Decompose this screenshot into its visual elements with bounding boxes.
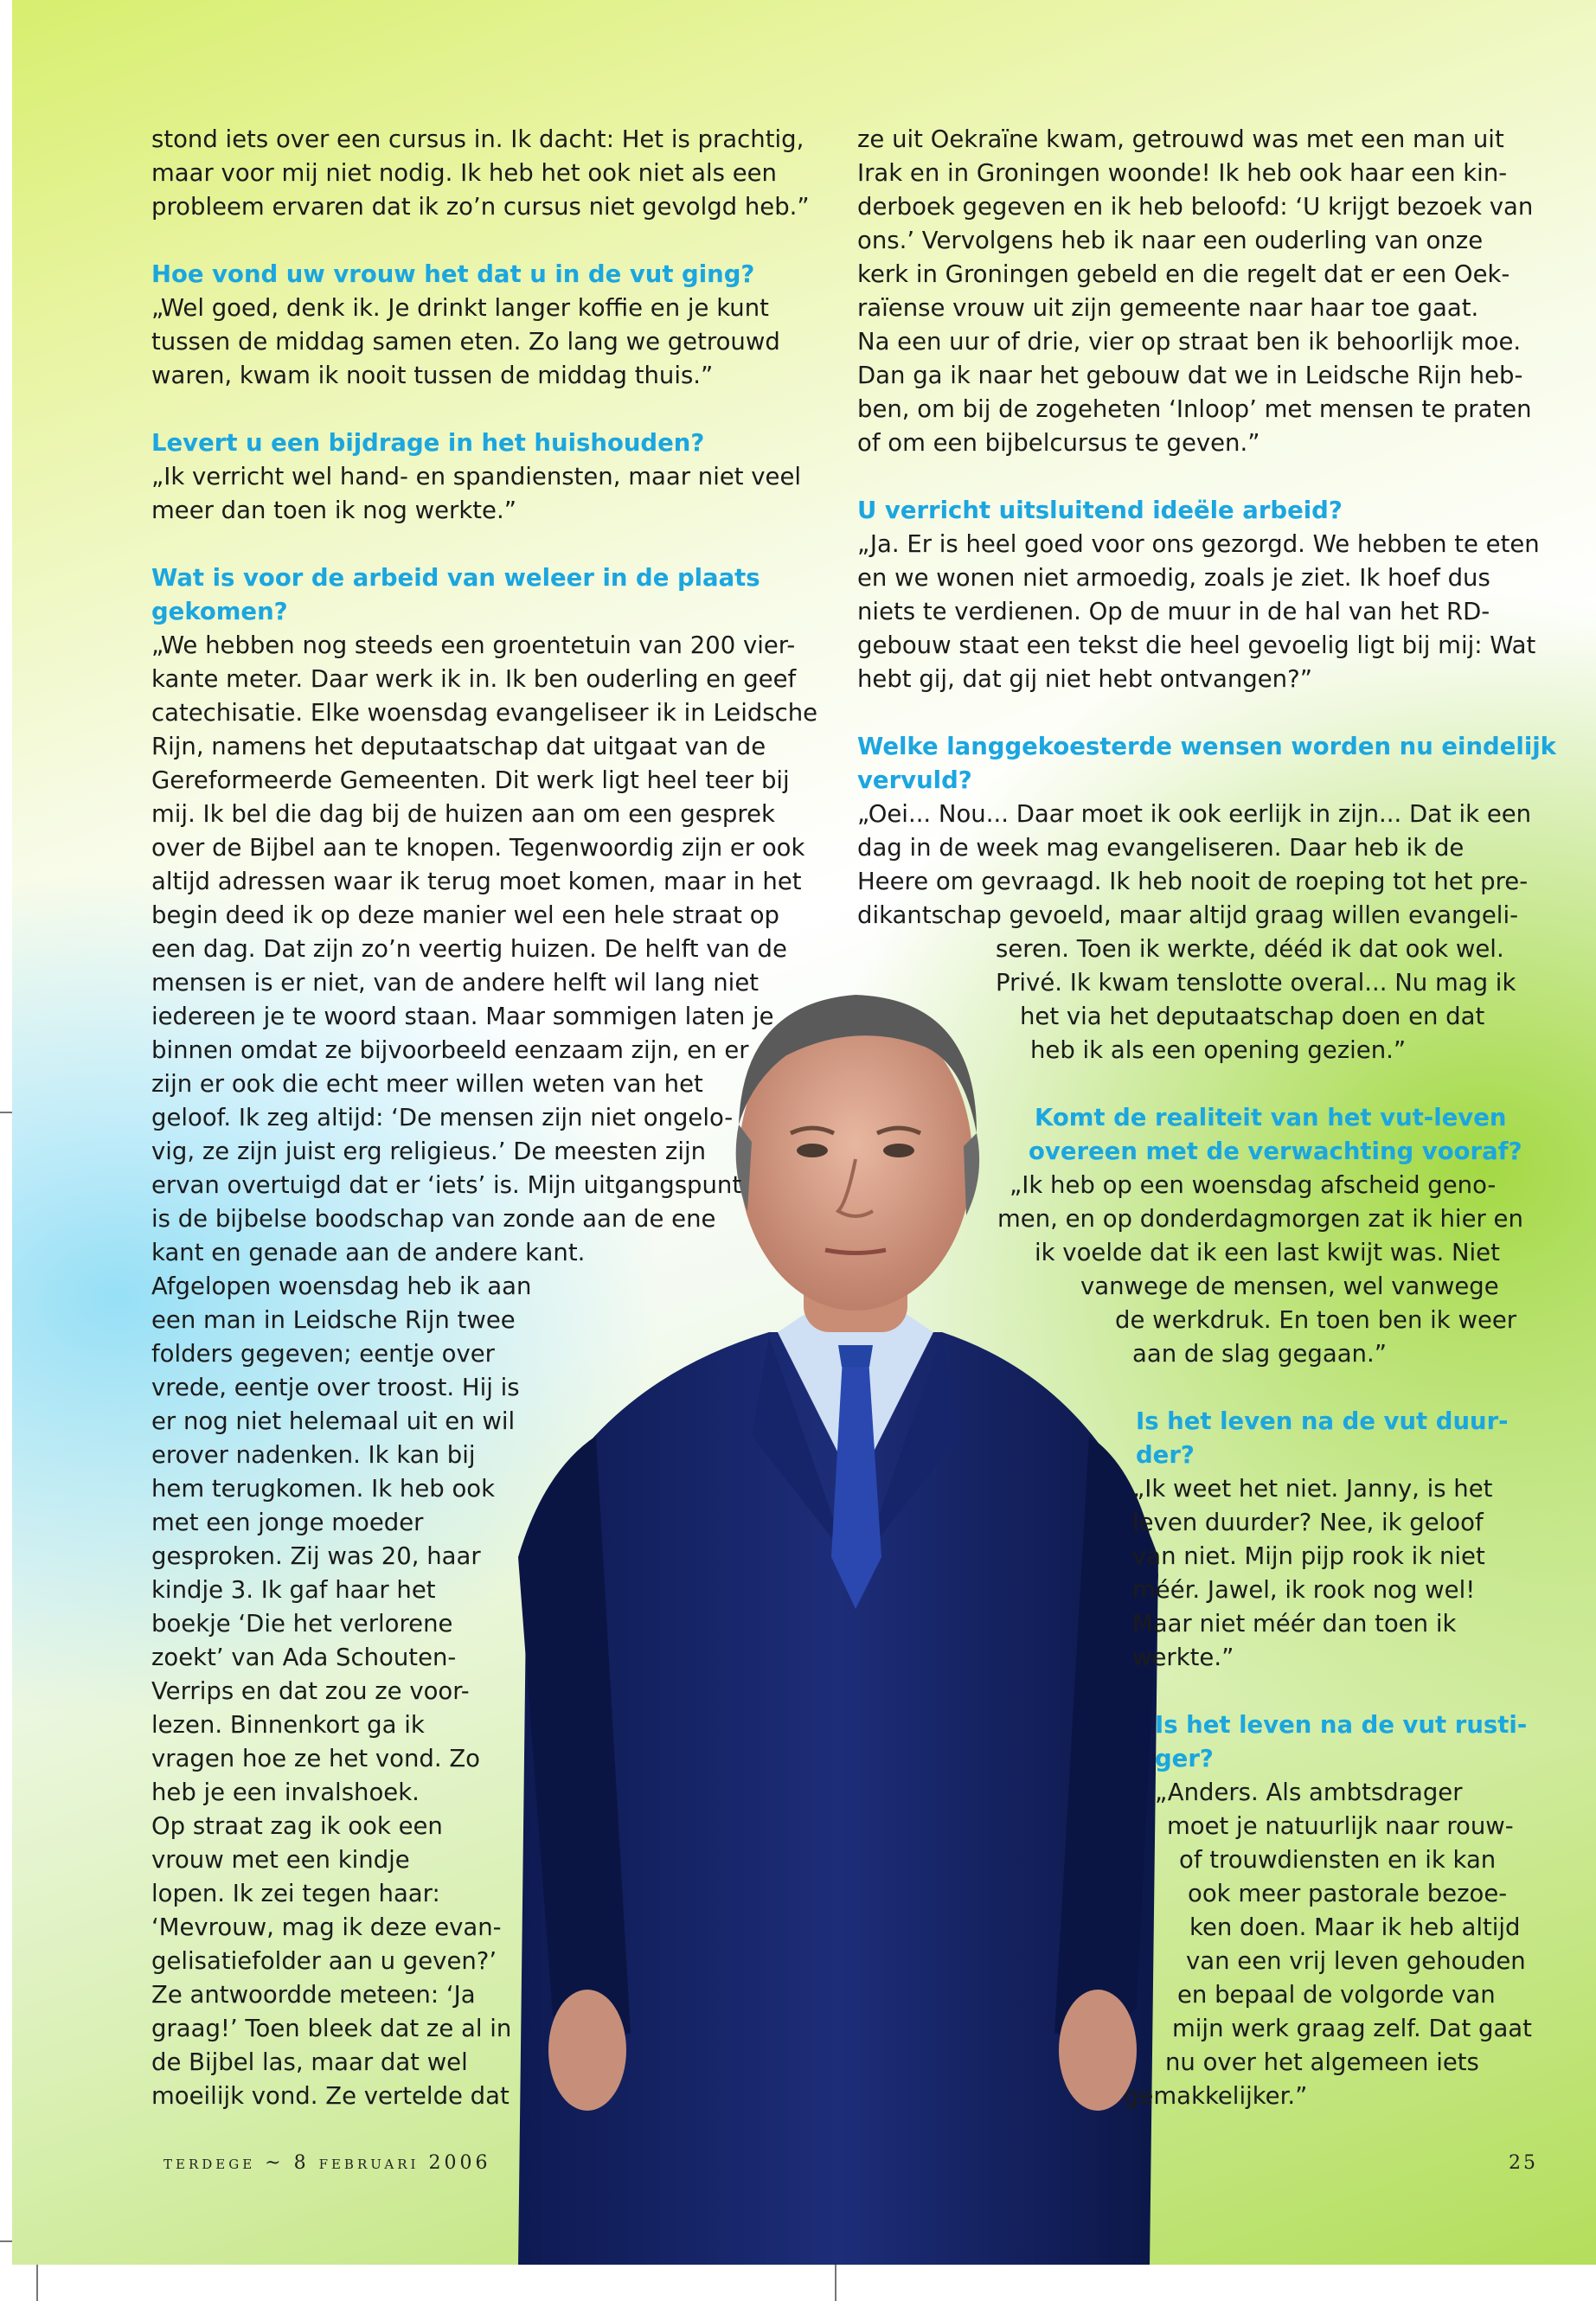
body-text-line: vrede, eentje over troost. Hij is (151, 1374, 520, 1401)
body-text-line: hem terugkomen. Ik heb ook (151, 1475, 496, 1503)
paragraph-gap (857, 460, 1567, 494)
body-text-line: ik voelde dat ik een last kwijt was. Niet (1035, 1239, 1500, 1266)
body-text-line: gelisatiefolder aan u geven?’ (151, 1947, 497, 1975)
left-column (151, 123, 835, 2113)
body-text-line: meer dan toen ik nog werkte.” (151, 497, 516, 524)
crop-mark-bottom-a (36, 2265, 38, 2301)
interview-question: gekomen? (151, 598, 288, 625)
body-text-line: ervan overtuigd dat er ‘iets’ is. Mijn uitgangspunt (151, 1171, 742, 1199)
interview-question: vervuld? (857, 766, 972, 794)
body-text-line: gesproken. Zij was 20, haar (151, 1542, 481, 1570)
body-text-line: waren, kwam ik nooit tussen de middag thuis.” (151, 362, 714, 389)
body-text-line: vanwege de mensen, wel vanwege (1080, 1272, 1499, 1300)
body-text-line: Op straat zag ik ook een (151, 1812, 443, 1840)
body-text-line: Irak en in Groningen woonde! Ik heb ook haar een kin- (857, 159, 1508, 187)
interview-question: overeen met de verwachting vooraf? (1029, 1138, 1522, 1165)
paragraph-gap (857, 1067, 1567, 1101)
body-text-line: mijn werk graag zelf. Dat gaat (1172, 2015, 1532, 2042)
body-text-line: derboek gegeven en ik heb beloofd: ‘U krijgt bezoek van (857, 193, 1534, 221)
body-text-line: maar voor mij niet nodig. Ik heb het ook niet als een (151, 159, 777, 187)
body-text-line: tussen de middag samen eten. Zo lang we getrouwd (151, 328, 780, 356)
right-column (857, 123, 1567, 2113)
interview-question: Welke langgekoesterde wensen worden nu eindelijk (857, 733, 1556, 760)
body-text-line: of om een bijbelcursus te geven.” (857, 429, 1260, 457)
body-text-line: over de Bijbel aan te knopen. Tegenwoordig zijn er ook (151, 834, 805, 862)
body-text-line: met een jonge moeder (151, 1509, 424, 1536)
body-text-line: Rijn, namens het deputaatschap dat uitgaat van de (151, 733, 766, 760)
body-text-line: „Ik verricht wel hand- en spandiensten, maar niet veel (151, 463, 802, 490)
body-text-line: en bepaal de volgorde van (1177, 1981, 1496, 2009)
body-text-line: moeilijk vond. Ze vertelde dat (151, 2082, 510, 2110)
body-text-line: ‘Mevrouw, mag ik deze evan- (151, 1913, 502, 1941)
body-text-line: „Ik heb op een woensdag afscheid geno- (1010, 1171, 1497, 1199)
body-text-line: kante meter. Daar werk ik in. Ik ben ouderling en geef (151, 665, 797, 693)
body-text-line: mij. Ik bel die dag bij de huizen aan om een gesprek (151, 800, 775, 828)
paragraph-gap (857, 696, 1567, 730)
body-text-line: raïense vrouw uit zijn gemeente naar haar toe gaat. (857, 294, 1479, 322)
body-text-line: vig, ze zijn juist erg religieus.’ De meesten zijn (151, 1138, 707, 1165)
body-text-line: heb je een invalshoek. (151, 1779, 420, 1806)
body-text-line: en we wonen niet armoedig, zoals je ziet. Ik hoef dus (857, 564, 1490, 592)
body-text-line: het via het deputaatschap doen en dat (1020, 1003, 1485, 1030)
interview-question: Levert u een bijdrage in het huishouden? (151, 429, 705, 457)
body-text-line: „Wel goed, denk ik. Je drinkt langer koffie en je kunt (151, 294, 769, 322)
interview-question: Wat is voor de arbeid van weleer in de plaats (151, 564, 760, 592)
magazine-page (12, 0, 1596, 2265)
body-text-line: kant en genade aan de andere kant. (151, 1239, 586, 1266)
paragraph-gap (857, 1675, 1567, 1708)
body-text-line: leven duurder? Nee, ik geloof (1132, 1509, 1484, 1536)
body-text-line: van een vrij leven gehouden (1186, 1947, 1526, 1975)
body-text-line: altijd adressen waar ik terug moet komen, maar in het (151, 868, 802, 895)
body-text-line: Privé. Ik kwam tenslotte overal... Nu mag ik (996, 969, 1516, 997)
body-text-line: begin deed ik op deze manier wel een hele straat op (151, 901, 779, 929)
body-text-line: Dan ga ik naar het gebouw dat we in Leidsche Rijn heb- (857, 362, 1523, 389)
paragraph-gap (151, 393, 835, 426)
body-text-line: Heere om gevraagd. Ik heb nooit de roeping tot het pre- (857, 868, 1529, 895)
body-text-line: heb ik als een opening gezien.” (1030, 1036, 1407, 1064)
body-text-line: niets te verdienen. Op de muur in de hal van het RD- (857, 598, 1490, 625)
body-text-line: Ze antwoordde meteen: ‘Ja (151, 1981, 476, 2009)
body-text-line: vrouw met een kindje (151, 1846, 410, 1874)
body-text-line: lezen. Binnenkort ga ik (151, 1711, 425, 1739)
body-text-line: ook meer pastorale bezoe- (1188, 1880, 1508, 1907)
body-text-line: graag!’ Toen bleek dat ze al in (151, 2015, 512, 2042)
body-text-line: stond iets over een cursus in. Ik dacht: Het is prachtig, (151, 125, 804, 153)
body-text-line: „Oei... Nou... Daar moet ik ook eerlijk in zijn... Dat ik een (857, 800, 1532, 828)
body-text-line: probleem ervaren dat ik zo’n cursus niet gevolgd heb.” (151, 193, 810, 221)
body-text-line: Na een uur of drie, vier op straat ben ik behoorlijk moe. (857, 328, 1522, 356)
body-text-line: iedereen je te woord staan. Maar sommigen laten je (151, 1003, 774, 1030)
body-text-line: „We hebben nog steeds een groentetuin van 200 vier- (151, 631, 796, 659)
interview-question: U verricht uitsluitend ideële arbeid? (857, 497, 1343, 524)
crop-mark-bottom-left (0, 2240, 12, 2242)
body-text-line: of trouwdiensten en ik kan (1179, 1846, 1497, 1874)
interview-question: der? (1136, 1441, 1195, 1469)
body-text-line: moet je natuurlijk naar rouw- (1167, 1812, 1514, 1840)
body-text-line: nu over het algemeen iets (1165, 2048, 1479, 2076)
body-text-line: gemakkelijker.” (1124, 2082, 1308, 2110)
body-text-line: méér. Jawel, ik rook nog wel! (1132, 1576, 1476, 1604)
body-text-line: ken doen. Maar ik heb altijd (1189, 1913, 1521, 1941)
page-number: 25 (1509, 2152, 1538, 2174)
body-text-line: „Anders. Als ambtsdrager (1155, 1779, 1463, 1806)
body-text-line: Maar niet méér dan toen ik (1132, 1610, 1457, 1638)
body-text-line: Gereformeerde Gemeenten. Dit werk ligt heel teer bij (151, 766, 790, 794)
body-text-line: kerk in Groningen gebeld en die regelt dat er een Oek- (857, 260, 1510, 288)
body-text-line: ben, om bij de zogeheten ‘Inloop’ met mensen te praten (857, 395, 1532, 423)
crop-mark-bottom-b (835, 2265, 836, 2301)
interview-question: Is het leven na de vut duur- (1136, 1407, 1509, 1435)
body-text-line: is de bijbelse boodschap van zonde aan de ene (151, 1205, 716, 1233)
body-text-line: „Ja. Er is heel goed voor ons gezorgd. We hebben te eten (857, 530, 1540, 558)
body-text-line: men, en op donderdagmorgen zat ik hier en (997, 1205, 1523, 1233)
body-text-line: een dag. Dat zijn zo’n veertig huizen. De helft van de (151, 935, 787, 963)
body-text-line: catechisatie. Elke woensdag evangeliseer ik in Leidsche (151, 699, 818, 727)
paragraph-gap (151, 528, 835, 561)
body-text-line: ons.’ Vervolgens heb ik naar een ouderling van onze (857, 227, 1484, 254)
body-text-line: seren. Toen ik werkte, dééd ik dat ook wel. (996, 935, 1504, 963)
body-text-line: hebt gij, dat gij niet hebt ontvangen?” (857, 665, 1312, 693)
body-text-line: binnen omdat ze bijvoorbeeld eenzaam zijn, en er (151, 1036, 749, 1064)
body-text-line: dikantschap gevoeld, maar altijd graag willen evangeli- (857, 901, 1519, 929)
interview-question: ger? (1155, 1745, 1214, 1772)
body-text-line: een man in Leidsche Rijn twee (151, 1306, 516, 1334)
interview-question: Hoe vond uw vrouw het dat u in de vut ging? (151, 260, 755, 288)
body-text-line: kindje 3. Ik gaf haar het (151, 1576, 436, 1604)
body-text-line: ze uit Oekraïne kwam, getrouwd was met een man uit (857, 125, 1504, 153)
body-text-line: Afgelopen woensdag heb ik aan (151, 1272, 532, 1300)
body-text-line: werkte.” (1132, 1644, 1234, 1671)
crop-mark-left (0, 1112, 12, 1113)
body-text-line: „Ik weet het niet. Janny, is het (1132, 1475, 1493, 1503)
body-text-line: de Bijbel las, maar dat wel (151, 2048, 468, 2076)
body-text-line: geloof. Ik zeg altijd: ‘De mensen zijn niet ongelo- (151, 1104, 734, 1131)
paragraph-gap (857, 1371, 1567, 1405)
paragraph-gap (151, 224, 835, 258)
interview-question: Is het leven na de vut rusti- (1155, 1711, 1528, 1739)
body-text-line: van niet. Mijn pijp rook ik niet (1132, 1542, 1485, 1570)
body-text-line: gebouw staat een tekst die heel gevoelig ligt bij mij: Wat (857, 631, 1536, 659)
body-text-line: vragen hoe ze het vond. Zo (151, 1745, 480, 1772)
body-text-line: de werkdruk. En toen ben ik weer (1115, 1306, 1517, 1334)
body-text-line: lopen. Ik zei tegen haar: (151, 1880, 440, 1907)
footer-publication: terdege ~ 8 februari 2006 (163, 2152, 491, 2174)
body-text-line: mensen is er niet, van de andere helft wil lang niet (151, 969, 760, 997)
interview-question: Komt de realiteit van het vut-leven (1035, 1104, 1507, 1131)
body-text-line: zijn er ook die echt meer willen weten van het (151, 1070, 703, 1098)
body-text-line: zoekt’ van Ada Schouten- (151, 1644, 457, 1671)
body-text-line: erover nadenken. Ik kan bij (151, 1441, 476, 1469)
body-text-line: aan de slag gegaan.” (1132, 1340, 1387, 1368)
body-text-line: er nog niet helemaal uit en wil (151, 1407, 516, 1435)
body-text-line: folders gegeven; eentje over (151, 1340, 495, 1368)
body-text-line: boekje ‘Die het verlorene (151, 1610, 453, 1638)
body-text-line: Verrips en dat zou ze voor- (151, 1677, 470, 1705)
body-text-line: dag in de week mag evangeliseren. Daar heb ik de (857, 834, 1465, 862)
